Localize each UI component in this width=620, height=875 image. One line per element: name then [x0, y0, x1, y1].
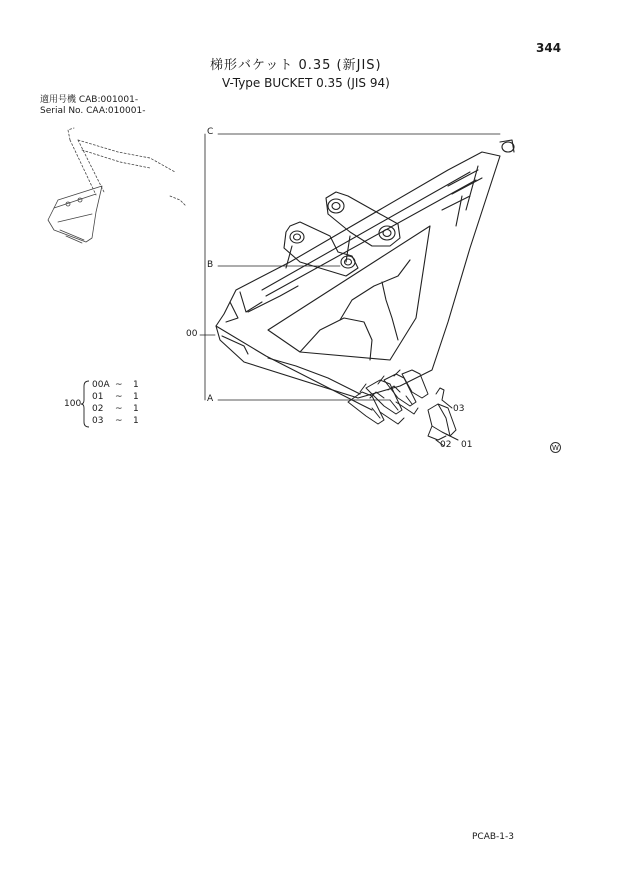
title-english: V-Type BUCKET 0.35 (JIS 94) — [222, 76, 390, 90]
title-japanese: 梯形バケット 0.35 (新JIS) — [210, 58, 382, 73]
document-code: PCAB-1-3 — [472, 832, 514, 842]
callout-adapter: 01 — [461, 440, 473, 450]
parts-item-sep: ~ — [115, 380, 123, 390]
parts-item-part: 03 — [92, 416, 104, 426]
parts-item-sep: ~ — [115, 416, 123, 426]
parts-item-qty: 1 — [133, 404, 139, 414]
parts-item-qty: 1 — [133, 392, 139, 402]
dimension-label-a: A — [207, 394, 214, 404]
bucket-brackets — [284, 140, 514, 276]
serial-line-applicable-model: 適用号機 CAB:001001- — [40, 95, 139, 105]
callout-tooth: 02 — [440, 440, 452, 450]
parts-item-part: 01 — [92, 392, 104, 402]
parts-item-part: 02 — [92, 404, 104, 414]
tooth-detail — [428, 388, 458, 446]
parts-group-brace — [80, 380, 90, 428]
parts-item-sep: ~ — [115, 392, 123, 402]
bucket-body — [216, 152, 500, 410]
dimension-lines — [200, 134, 500, 400]
parts-item-sep: ~ — [115, 404, 123, 414]
callout-pin: 03 — [453, 404, 465, 414]
parts-item-part: 00A — [92, 380, 110, 390]
assembly-label: 00 — [186, 329, 198, 339]
dimension-label-c: C — [207, 127, 214, 137]
locator-sketch — [48, 128, 186, 243]
parts-item-qty: 1 — [133, 380, 139, 390]
parts-item-qty: 1 — [133, 416, 139, 426]
dimension-label-b: B — [207, 260, 214, 270]
serial-line-serial-no: Serial No. CAA:010001- — [40, 106, 146, 116]
page-number: 344 — [536, 41, 562, 55]
parts-group-number: 100 — [64, 399, 82, 409]
hitachi-w-logo-icon: W — [550, 442, 561, 453]
